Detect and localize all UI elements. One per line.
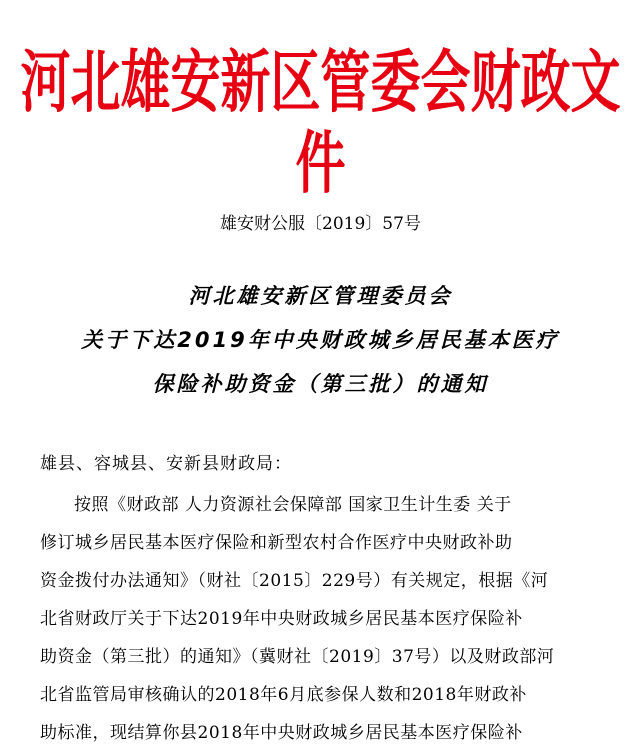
body-line: 助标准，现结算你县2018年中央财政城乡居民基本医疗保险补 [40,723,523,743]
body-line: 按照《财政部 人力资源社会保障部 国家卫生计生委 关于 [74,495,512,515]
notice-title-line: 关于下达2019年中央财政城乡居民基本医疗 [81,328,560,352]
document-number: 雄安财公服〔2019〕57号 [220,214,421,234]
notice-title-line: 保险补助资金（第三批）的通知 [152,372,489,396]
body-line: 北省财政厅关于下达2019年中央财政城乡居民基本医疗保险补 [40,609,523,629]
body-line: 北省监管局审核确认的2018年6月底参保人数和2018年财政补 [40,685,527,705]
body-paragraph [40,486,620,752]
addressee: 雄县、容城县、安新县财政局： [40,454,292,474]
notice-title-line: 河北雄安新区管理委员会 [188,284,453,308]
body-line: 助资金（第三批）的通知》（冀财社〔2019〕37号）以及财政部河 [40,647,555,667]
body-line: 资金拨付办法通知》（财社〔2015〕229号）有关规定，根据《河 [40,571,549,591]
document-header-title: 河北雄安新区管委会财政文件 [20,43,621,203]
notice-title [0,274,641,406]
body-line: 修订城乡居民基本医疗保险和新型农村合作医疗中央财政补助 [40,533,513,553]
